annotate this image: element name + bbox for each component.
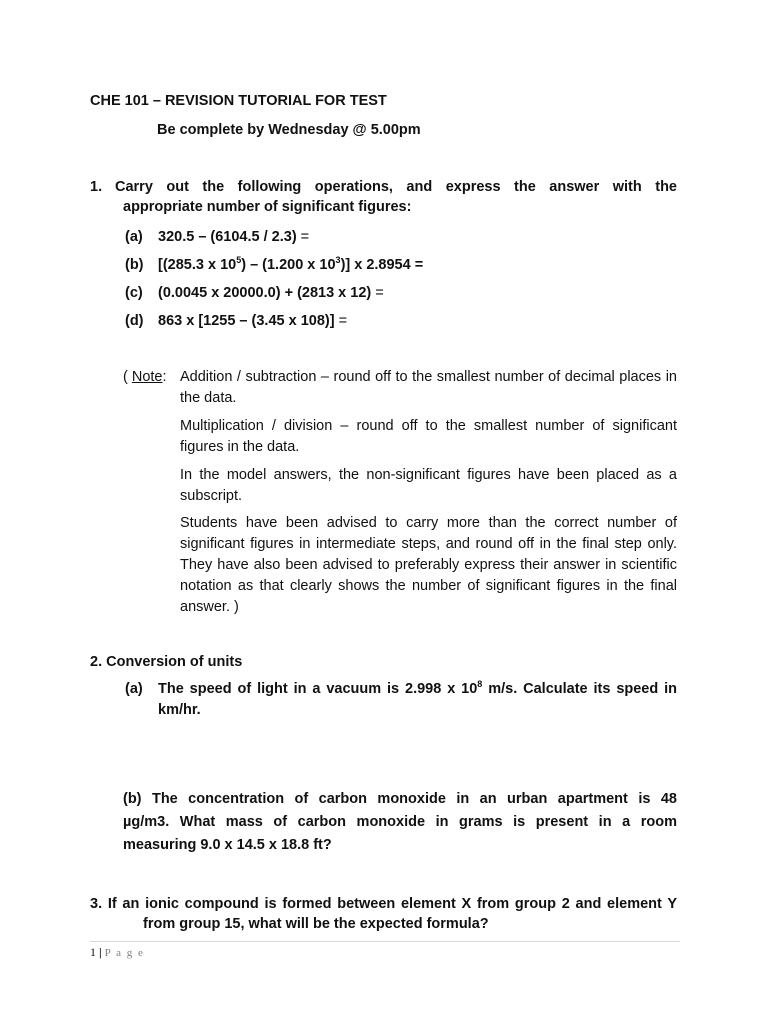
q2a-post: m/s. Calculate its speed in bbox=[482, 681, 678, 697]
q1-item-d-label: (d) bbox=[125, 313, 144, 329]
q1-item-a-equals: = bbox=[296, 229, 310, 245]
footer-page-number: 1 bbox=[90, 945, 96, 959]
q1-item-d-equals: = bbox=[334, 313, 348, 329]
q1-item-b-label: (b) bbox=[125, 257, 144, 273]
q2a-exponent: 8 bbox=[477, 679, 483, 689]
q1-number: 1. bbox=[90, 179, 103, 195]
q2b-line2: µg/m3. What mass of carbon monoxide in grams is present in a room bbox=[123, 814, 677, 830]
q2a-line1 bbox=[158, 679, 677, 700]
q1-item-a bbox=[158, 227, 309, 248]
q1-item-b-pre: [(285.3 x 10 bbox=[158, 257, 237, 273]
q1-item-d-expr: 863 x [1255 – (3.45 x 108)] bbox=[158, 313, 335, 329]
note-paragraph-addition: Addition / subtraction – round off to the smallest number of decimal places in the data. bbox=[180, 369, 677, 406]
q1-item-b-post: )] x 2.8954 = bbox=[340, 257, 424, 273]
page-footer bbox=[90, 944, 144, 961]
q3-line1: 3. If an ionic compound is formed between element X from group 2 and element Y bbox=[90, 896, 677, 912]
note-paragraph-model-answers: In the model answers, the non-significant figures have been placed as a subscript. bbox=[180, 467, 677, 504]
footer-divider bbox=[90, 941, 680, 942]
q2b-question bbox=[123, 789, 677, 855]
q1-item-b bbox=[158, 255, 423, 276]
q1-item-a-label: (a) bbox=[125, 229, 143, 245]
q1-item-c-expr: (0.0045 x 20000.0) + (2813 x 12) bbox=[158, 285, 372, 301]
note-colon: : bbox=[162, 369, 167, 385]
q2a-label: (a) bbox=[125, 681, 143, 697]
note-word: Note bbox=[131, 369, 163, 385]
q3-line2: from group 15, what will be the expected formula? bbox=[143, 916, 489, 932]
q2b-line1: (b) The concentration of carbon monoxide in an urban apartment is 48 bbox=[123, 791, 677, 807]
note-paragraph-students: Students have been advised to carry more than the correct number of significant figures in intermediate steps, and round off in the final step only. They have also been advised to preferably express their answer in scientific notation as that clearly shows the number of significant figures in the final answer. ) bbox=[180, 515, 677, 615]
footer-page-word: P a g e bbox=[104, 947, 145, 959]
document-subtitle: Be complete by Wednesday @ 5.00pm bbox=[157, 122, 421, 138]
q1-line1: Carry out the following operations, and express the answer with the bbox=[115, 179, 677, 195]
q1-item-a-expr: 320.5 – (6104.5 / 2.3) bbox=[158, 229, 297, 245]
note-label bbox=[123, 367, 167, 388]
q1-item-b-exp2: 3 bbox=[335, 255, 341, 265]
q1-item-c bbox=[158, 283, 384, 304]
q2-heading: 2. Conversion of units bbox=[90, 654, 243, 670]
note-open-paren: ( bbox=[123, 369, 132, 385]
q1-item-c-label: (c) bbox=[125, 285, 143, 301]
footer-separator: | bbox=[96, 945, 105, 959]
q1-item-b-exp1: 5 bbox=[236, 255, 242, 265]
note-paragraph-multiplication: Multiplication / division – round off to the smallest number of significant figures in the data. bbox=[180, 418, 677, 455]
q2b-line3: measuring 9.0 x 14.5 x 18.8 ft? bbox=[123, 837, 332, 853]
q1-item-b-mid: ) – (1.200 x 10 bbox=[241, 257, 336, 273]
q1-item-d bbox=[158, 311, 347, 332]
q2a-line2: km/hr. bbox=[158, 702, 201, 718]
document-title: CHE 101 – REVISION TUTORIAL FOR TEST bbox=[90, 93, 387, 109]
q1-line2: appropriate number of significant figures: bbox=[123, 199, 412, 215]
q1-item-c-equals: = bbox=[371, 285, 384, 301]
q2a-pre: The speed of light in a vacuum is 2.998 x 10 bbox=[158, 681, 478, 697]
